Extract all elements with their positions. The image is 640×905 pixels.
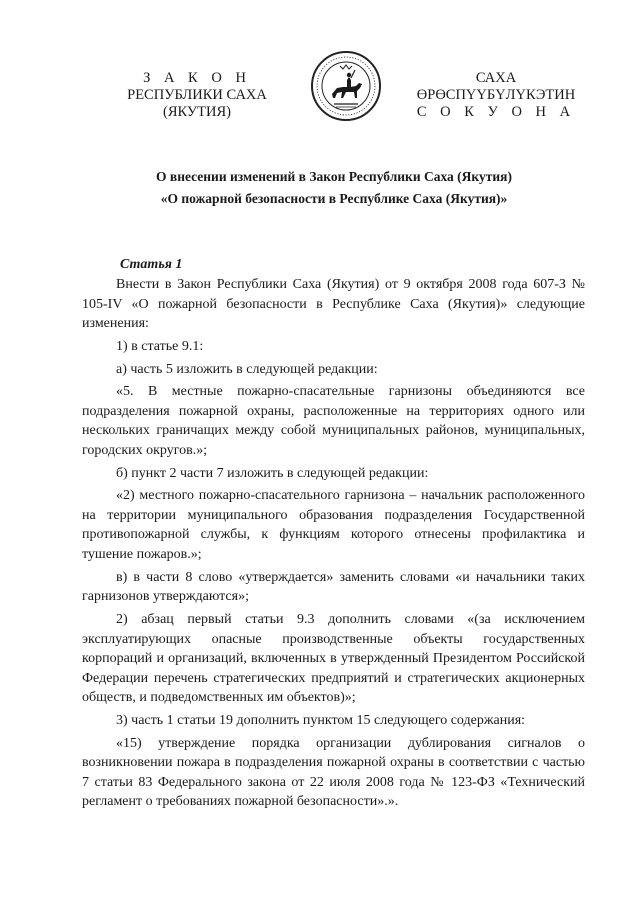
document-title-line2: «О пожарной безопасности в Республике Саха (Якутия)» <box>160 191 508 206</box>
body-paragraph: б) пункт 2 части 7 изложить в следующей редакции: <box>116 465 429 481</box>
document-body <box>82 275 585 815</box>
body-paragraph: 3) часть 1 статьи 19 дополнить пунктом 15 следующего содержания: <box>116 712 526 728</box>
body-paragraph: Внести в Закон Республики Саха (Якутия) от 9 октября 2008 года 607-З № 105-IV «О пожарной безопасности в Республике Саха (Якутия)» следующие изменения: <box>82 277 585 331</box>
header-right-line2: С О К У О Н А <box>416 104 576 120</box>
body-paragraph: 1) в статье 9.1: <box>116 338 204 354</box>
body-paragraph: а) часть 5 изложить в следующей редакции: <box>116 361 378 377</box>
body-paragraph: 2) абзац первый статьи 9.3 дополнить словами «(за исключением эксплуатирующих опасные производственные объекты государственных корпораций и организаций, включенных в утвержденный Президентом Российской Федерации перечень стратегических предприятий и стратегических акционерных обществ, и подведомственных им объектов)»; <box>82 612 585 706</box>
article-heading: Статья 1 <box>120 257 183 272</box>
body-paragraph: «2) местного пожарно-спасательного гарнизона – начальник расположенного на территории муниципального образования подразделения Государственной противопожарной службы, к функциям которого отнесены профилактика и тушение пожаров.»; <box>82 488 585 562</box>
body-paragraph: в) в части 8 слово «утверждается» заменить словами «и начальники таких гарнизонов утверждаются»; <box>82 569 585 605</box>
header-left-line2: РЕСПУБЛИКИ САХА (ЯКУТИЯ) <box>127 87 267 120</box>
document-title-line1: О внесении изменений в Закон Республики Саха (Якутия) <box>156 169 512 184</box>
header-law-title-sah <box>398 70 594 121</box>
body-paragraph: «5. В местные пожарно-спасательные гарнизоны объединяются все подразделения пожарной охраны, расположенные на территориях одного или нескольких граничащих между собой муниципальных районов, муниципальных, городских округов.»; <box>82 384 585 458</box>
header-right-line1: САХА ӨРӨСПҮҮБҮЛҮКЭТИН <box>416 70 576 103</box>
body-paragraph: «15) утверждение порядка организации дублирования сигналов о возникновении пожара в подразделения пожарной охраны в соответствии с частью 7 статьи 83 Федерального закона от 22 июля 2008 года № 123-ФЗ «Технический регламент о требованиях пожарной безопасности».». <box>82 735 585 810</box>
header-law-title-ru <box>92 70 302 121</box>
coat-of-arms-emblem <box>310 50 382 122</box>
header-left-line1: З А К О Н <box>143 70 251 86</box>
